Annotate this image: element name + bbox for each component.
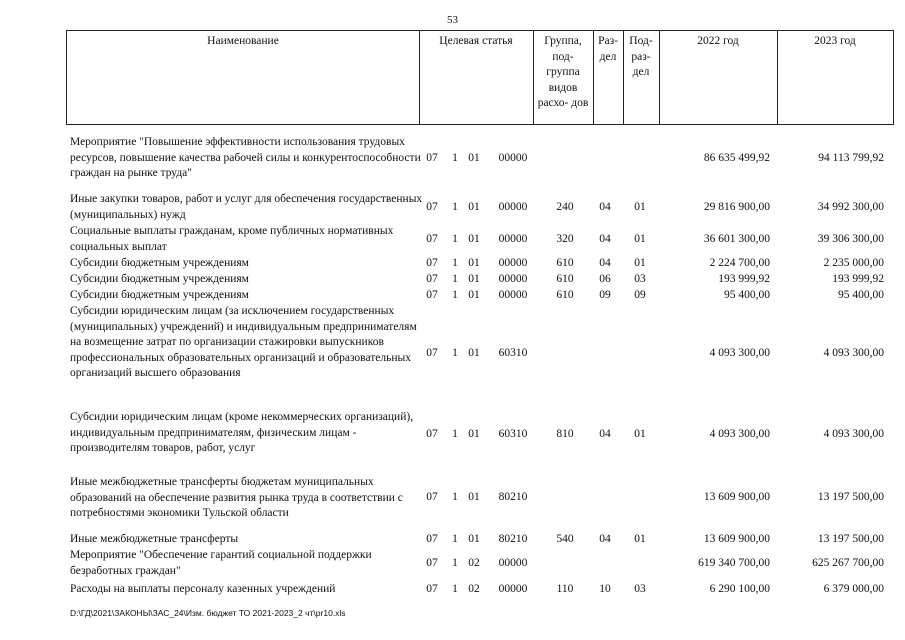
row-code-d: 00000 [498,201,528,213]
row-code-c: 01 [468,533,480,545]
row-group: 610 [556,289,574,301]
row-code-a: 07 [426,557,438,569]
row-code-c: 01 [468,233,480,245]
row-group: 110 [556,583,574,595]
row-code-b: 1 [452,273,458,285]
row-code-d: 00000 [498,233,528,245]
row-section: 04 [599,201,611,213]
page-number: 53 [447,14,458,26]
row-code-b: 1 [452,533,458,545]
row-value-2023: 6 379 000,00 [823,583,884,595]
row-section: 04 [599,533,611,545]
row-section: 09 [599,289,611,301]
row-group: 610 [556,257,574,269]
row-value-2022: 193 999,92 [718,273,770,285]
row-code-d: 00000 [498,152,528,164]
row-code-d: 00000 [498,273,528,285]
row-name: Социальные выплаты гражданам, кроме публичных нормативных социальных выплат [70,225,394,253]
row-code-b: 1 [452,491,458,503]
row-name: Субсидии бюджетным учреждениям [70,257,249,269]
row-subsection: 03 [634,273,646,285]
row-value-2022: 4 093 300,00 [709,347,770,359]
row-code-b: 1 [452,557,458,569]
header-2022: 2022 год [697,35,739,47]
row-code-c: 01 [468,289,480,301]
row-code-a: 07 [426,201,438,213]
row-code-c: 01 [468,428,480,440]
row-subsection: 03 [634,583,646,595]
row-section: 04 [599,257,611,269]
row-name: Иные межбюджетные трансферты [70,533,239,545]
row-value-2023: 4 093 300,00 [823,428,884,440]
row-code-d: 80210 [498,491,528,503]
row-section: 10 [599,583,611,595]
row-code-c: 01 [468,347,480,359]
row-name: Субсидии бюджетным учреждениям [70,273,249,285]
header-target: Целевая статья [439,35,513,47]
row-value-2023: 94 113 799,92 [818,152,884,164]
row-code-c: 01 [468,273,480,285]
row-code-b: 1 [452,152,458,164]
row-code-b: 1 [452,289,458,301]
row-code-a: 07 [426,428,438,440]
header-section: Раз- дел [598,35,618,63]
row-name: Иные межбюджетные трансферты бюджетам муниципальных образований на обеспечение развития рынка труда в соответствии с потребностями экономики Тульской области [70,476,403,519]
row-code-d: 00000 [498,557,528,569]
row-value-2023: 625 267 700,00 [812,557,884,569]
row-code-d: 60310 [498,347,528,359]
row-value-2022: 6 290 100,00 [709,583,770,595]
row-name: Субсидии юридическим лицам (за исключением государственных (муниципальных) учреждений) и индивидуальным предпринимателям на возмещение затрат по организации стажировки выпускников профессиональных образовательных организаций и образовательных организаций высшего образования [70,305,417,379]
row-value-2022: 13 609 900,00 [703,491,770,503]
row-code-a: 07 [426,491,438,503]
row-value-2022: 95 400,00 [724,289,770,301]
row-name: Субсидии юридическим лицам (кроме некоммерческих организаций), индивидуальным предпринимателям, физическим лицам - производителям товаров, работ, услуг [70,411,414,454]
row-code-b: 1 [452,257,458,269]
row-value-2022: 2 224 700,00 [709,257,770,269]
header-2023: 2023 год [814,35,856,47]
row-value-2023: 34 992 300,00 [817,201,884,213]
row-code-a: 07 [426,273,438,285]
row-value-2022: 36 601 300,00 [703,233,770,245]
row-value-2022: 86 635 499,92 [703,152,770,164]
row-code-b: 1 [452,201,458,213]
row-name: Мероприятие "Повышение эффективности использования трудовых ресурсов, повышение качества рабочей силы и конкурентоспособности граждан на рынке труда" [70,136,421,179]
row-value-2023: 193 999,92 [832,273,884,285]
row-section: 06 [599,273,611,285]
row-code-a: 07 [426,152,438,164]
row-name: Мероприятие "Обеспечение гарантий социальной поддержки безработных граждан" [70,549,372,577]
row-group: 810 [556,428,574,440]
row-subsection: 01 [634,533,646,545]
header-name: Наименование [207,35,279,47]
row-name: Субсидии бюджетным учреждениям [70,289,249,301]
row-code-a: 07 [426,233,438,245]
row-value-2023: 39 306 300,00 [817,233,884,245]
row-code-b: 1 [452,428,458,440]
row-code-a: 07 [426,347,438,359]
footer-file-path: D:\ГД\2021\ЗАКОНЫ\ЗАС_24\Изм. бюджет ТО 2021-2023_2 чт\pr10.xls [70,608,346,618]
row-group: 540 [556,533,574,545]
header-subsection: Под- раз- дел [629,35,653,78]
row-code-a: 07 [426,583,438,595]
row-code-d: 00000 [498,583,528,595]
row-code-d: 60310 [498,428,528,440]
row-code-d: 00000 [498,257,528,269]
header-group: Группа, под- группа видов расхо- дов [537,35,589,109]
row-value-2022: 4 093 300,00 [709,428,770,440]
row-code-c: 02 [468,583,480,595]
row-value-2022: 13 609 900,00 [703,533,770,545]
row-value-2023: 2 235 000,00 [823,257,884,269]
row-code-c: 01 [468,201,480,213]
row-code-a: 07 [426,533,438,545]
row-name: Иные закупки товаров, работ и услуг для обеспечения государственных (муниципальных) нужд [70,193,423,221]
row-code-d: 80210 [498,533,528,545]
row-code-c: 01 [468,491,480,503]
row-code-c: 01 [468,257,480,269]
row-subsection: 01 [634,201,646,213]
row-code-a: 07 [426,257,438,269]
row-subsection: 01 [634,233,646,245]
row-code-a: 07 [426,289,438,301]
row-group: 320 [556,233,574,245]
row-group: 610 [556,273,574,285]
row-value-2023: 13 197 500,00 [817,533,884,545]
row-code-c: 02 [468,557,480,569]
row-code-c: 01 [468,152,480,164]
row-group: 240 [556,201,574,213]
row-subsection: 01 [634,428,646,440]
row-value-2023: 13 197 500,00 [817,491,884,503]
row-code-d: 00000 [498,289,528,301]
row-code-b: 1 [452,233,458,245]
row-name: Расходы на выплаты персоналу казенных учреждений [70,583,336,595]
row-code-b: 1 [452,347,458,359]
row-code-b: 1 [452,583,458,595]
row-value-2022: 619 340 700,00 [698,557,770,569]
row-subsection: 01 [634,257,646,269]
row-section: 04 [599,428,611,440]
row-section: 04 [599,233,611,245]
row-value-2023: 4 093 300,00 [823,347,884,359]
row-value-2023: 95 400,00 [838,289,884,301]
row-value-2022: 29 816 900,00 [703,201,770,213]
row-subsection: 09 [634,289,646,301]
table-header [66,30,894,125]
